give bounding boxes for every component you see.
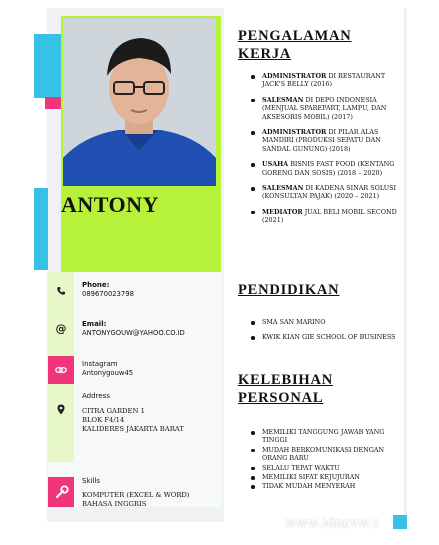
- link-icon: [48, 356, 74, 384]
- strengths-title-line-1: KELEBIHAN: [238, 372, 334, 388]
- experience-item: MEDIATOR JUAL BELI MOBIL SECOND (2021): [248, 208, 398, 225]
- skills-line-1: KOMPUTER (EXCEL & WORD): [82, 491, 190, 499]
- strength-item: SELALU TEPAT WAKTU: [248, 464, 398, 472]
- instagram-value[interactable]: Antonygouw45: [82, 369, 134, 377]
- experience-list: [248, 72, 398, 232]
- address-label: Address: [82, 392, 110, 400]
- experience-item: SALESMAN DI KADENA SINAR SOLUSI (KONSULTAN PAJAK) (2020 – 2021): [248, 184, 398, 201]
- instagram-label: Instagram: [82, 360, 118, 368]
- skills-label: Skills: [82, 477, 100, 485]
- candidate-name: ANTONY: [61, 192, 159, 217]
- accent-block-cyan-mid: [34, 188, 48, 270]
- accent-block-cyan: [34, 34, 61, 98]
- education-item: SMA SAN MARINO: [248, 318, 398, 326]
- map-pin-icon: [48, 395, 74, 423]
- at-sign-icon: @: [55, 321, 67, 335]
- watermark-text: www.idncvw.c: [285, 515, 380, 531]
- email-label: Email:: [82, 320, 107, 328]
- education-list: [248, 318, 398, 349]
- address-line-2: BLOK F4/14: [82, 416, 125, 424]
- experience-item: USAHA BISNIS FAST FOOD (KENTANG GORENG DAN SOSIS) (2018 – 2020): [248, 160, 398, 177]
- skills-line-2: BAHASA INGGRIS: [82, 500, 147, 508]
- phone-label: Phone:: [82, 281, 110, 289]
- contact-panel: [48, 272, 222, 507]
- education-item: KWIK KIAN GIE SCHOOL OF BUSINESS: [248, 333, 398, 341]
- education-title: PENDIDIKAN: [238, 282, 340, 298]
- experience-title-line-2: KERJA: [238, 46, 292, 62]
- tools-icon: [48, 477, 74, 507]
- experience-item: ADMINISTRATOR DI RESTAURANT JACK'S BELLY (2016): [248, 72, 398, 89]
- strength-item: MEMILIKI TANGGUNG JAWAB YANG TINGGI: [248, 428, 398, 445]
- strengths-title-line-2: PERSONAL: [238, 390, 324, 406]
- watermark-block: [393, 515, 407, 529]
- address-line-1: CITRA GARDEN 1: [82, 407, 145, 415]
- strength-item: TIDAK MUDAH MENYERAH: [248, 482, 398, 490]
- experience-title-line-1: PENGALAMAN: [238, 28, 352, 44]
- strength-item: MEMILIKI SIFAT KEJUJURAN: [248, 473, 398, 481]
- phone-value: 089670023798: [82, 290, 134, 298]
- profile-photo: [63, 18, 216, 186]
- experience-item: SALESMAN DI DEPO INDONESIA (MENJUAL SPAREPART, LAMPU, DAN AKSESORIS MOBIL) (2017): [248, 96, 398, 121]
- address-line-3: KALIDERES JAKARTA BARAT: [82, 425, 184, 433]
- accent-block-pink: [45, 97, 61, 109]
- phone-icon: [48, 277, 74, 305]
- strengths-list: [248, 428, 398, 492]
- experience-item: ADMINISTRATOR DI PILAR ALAS MANDIRI (PRODUKSI SEPATU DAN SANDAL GUNUNG) (2018): [248, 128, 398, 153]
- email-value[interactable]: ANTONYGOUW@YAHOO.CO.ID: [82, 329, 185, 337]
- strength-item: MUDAH BERKOMUNIKASI DENGAN ORANG BARU: [248, 446, 398, 463]
